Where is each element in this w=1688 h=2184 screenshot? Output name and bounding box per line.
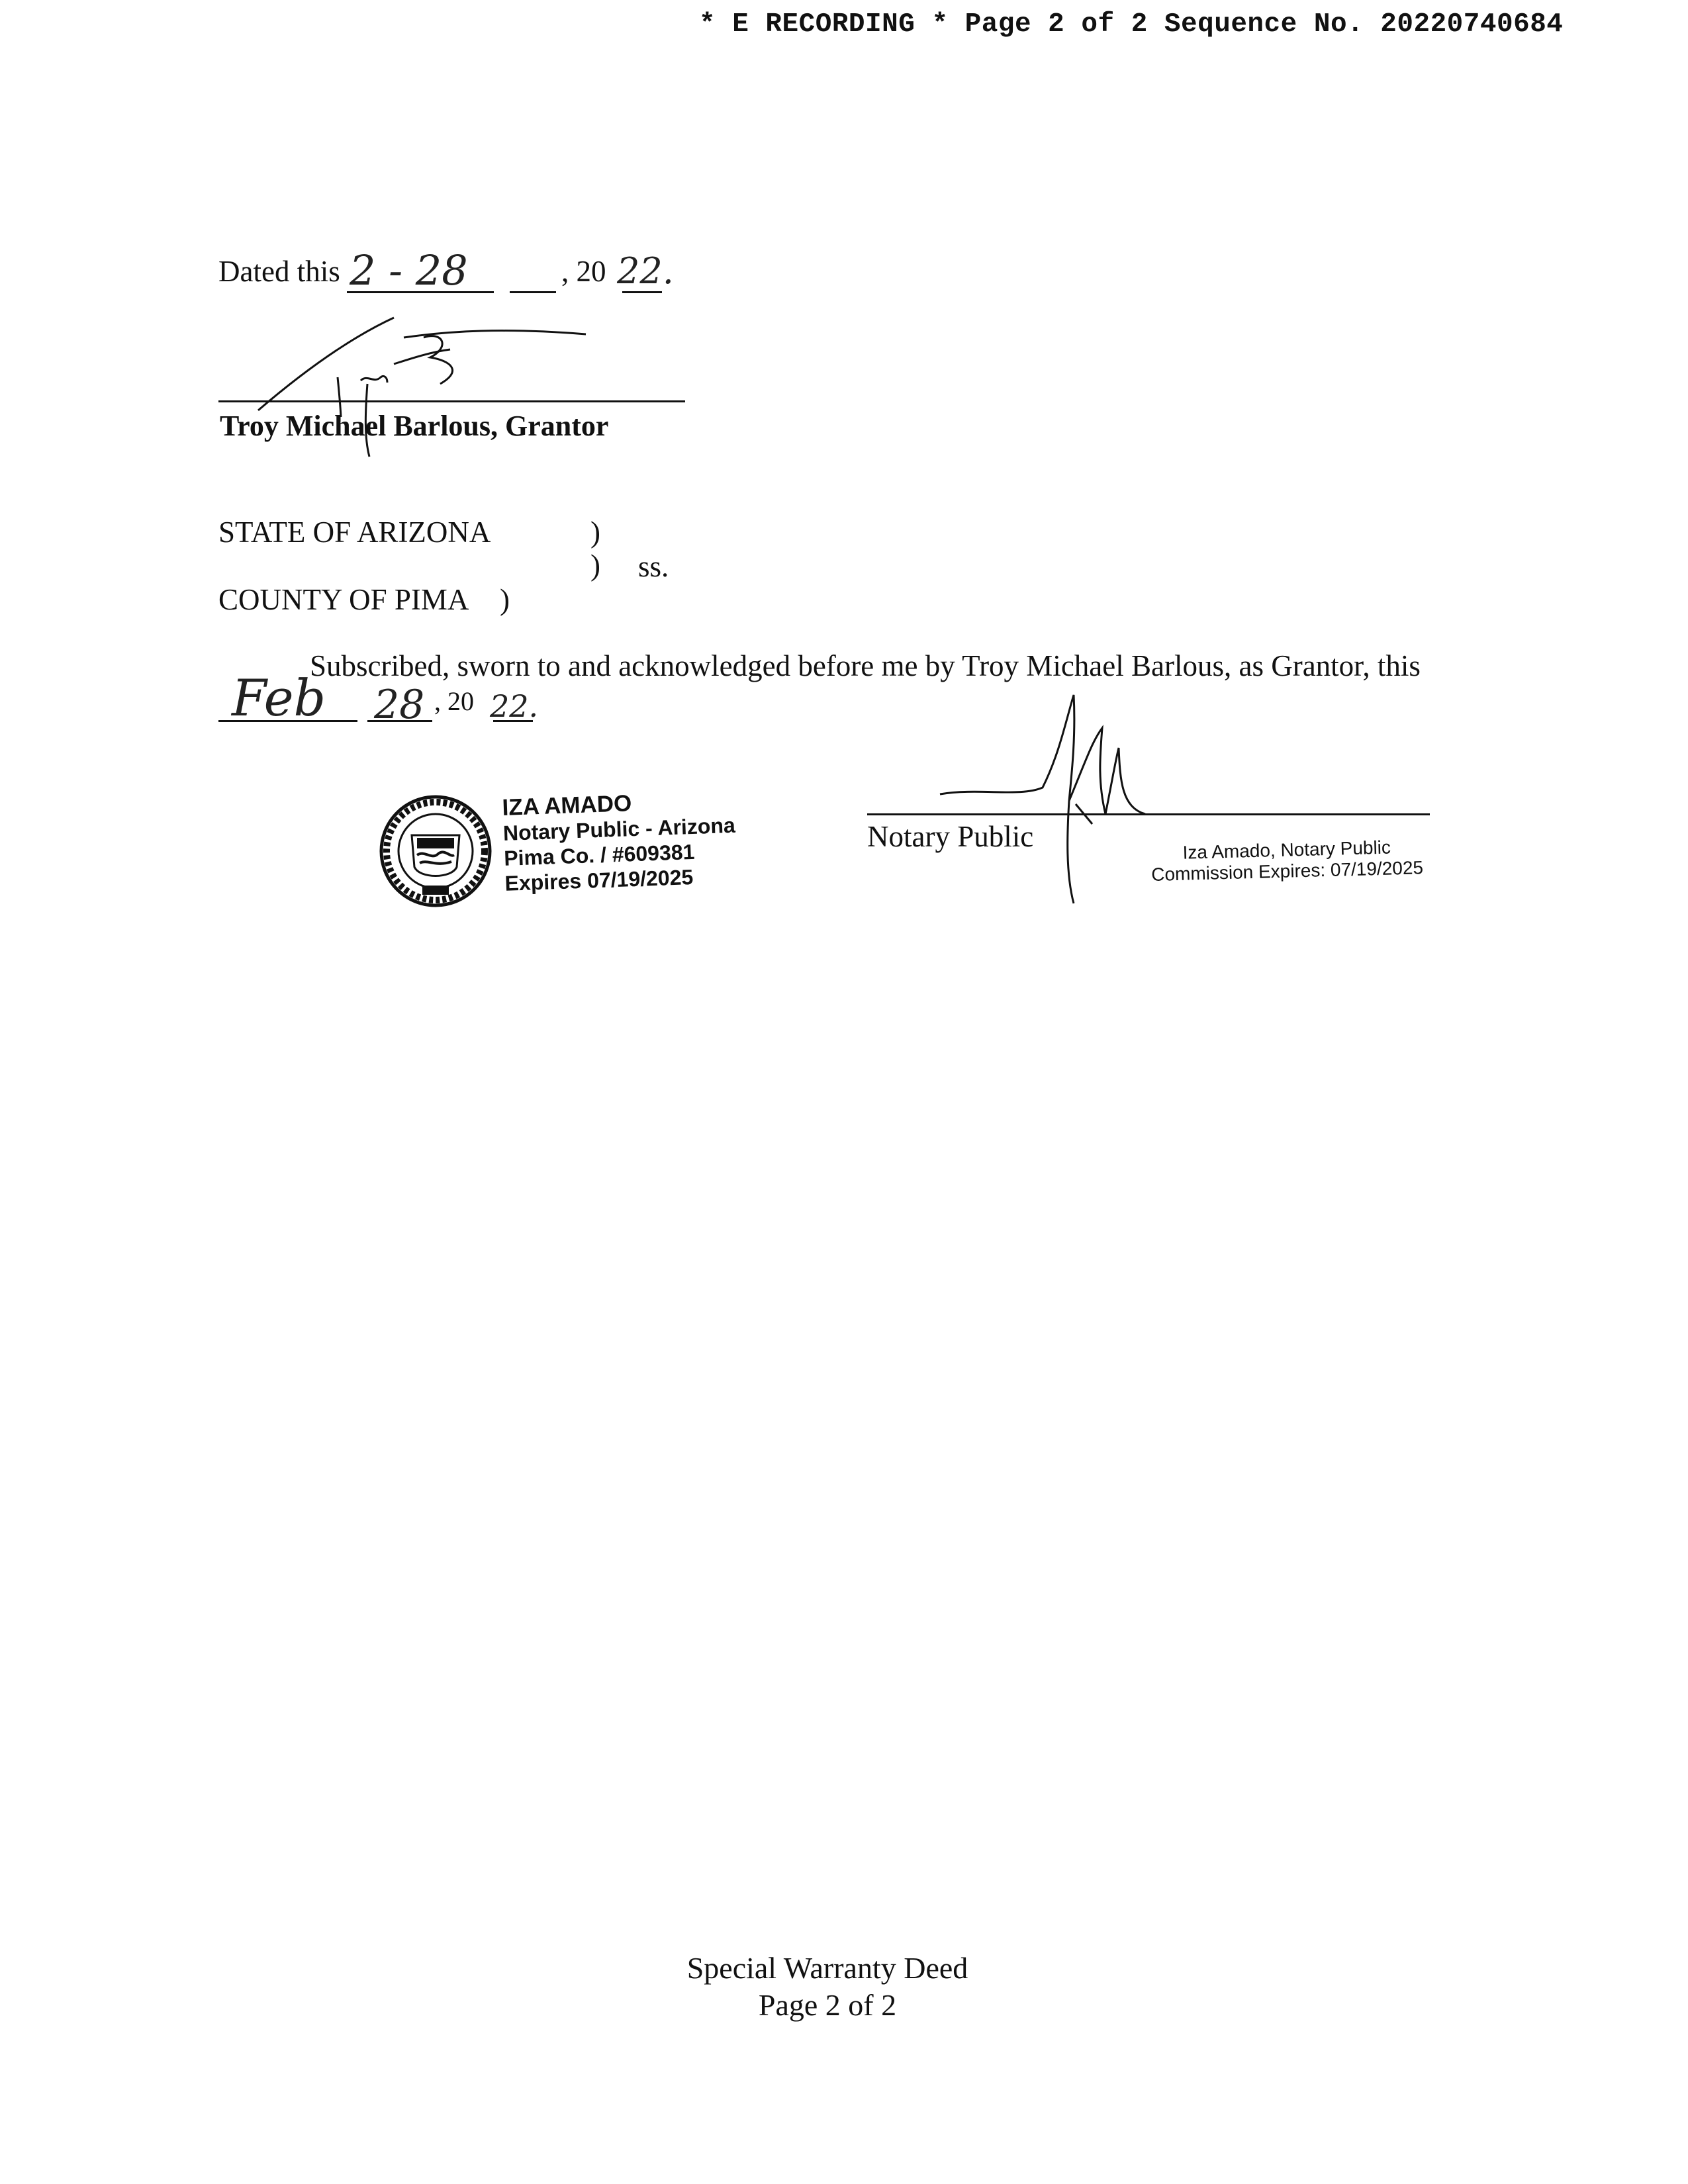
notary-printed-name: Iza Amado, Notary Public	[1182, 837, 1391, 863]
notary-public-label: Notary Public	[867, 820, 1034, 853]
venue-bracket: )	[590, 549, 600, 582]
handwritten-ack-year: 22.	[490, 688, 539, 724]
stamp-notary-name: IZA AMADO	[501, 790, 632, 821]
recording-header: * E RECORDING * Page 2 of 2 Sequence No. 20220740684	[699, 9, 1564, 40]
document-title: Special Warranty Deed	[686, 1951, 968, 1985]
grantor-name: Troy Michael Barlous, Grantor	[220, 410, 609, 442]
ack-year-prefix: , 20	[434, 686, 474, 716]
handwritten-month: Feb	[232, 668, 326, 727]
venue-bracket: )	[500, 583, 510, 616]
handwritten-year: 22.	[617, 250, 674, 292]
handwritten-day: 28	[374, 682, 425, 728]
county-venue: COUNTY OF PIMA	[218, 583, 469, 616]
dated-label: Dated this	[218, 255, 340, 288]
stamp-county-number: Pima Co. / #609381	[503, 839, 695, 870]
grantor-signature-line	[218, 400, 685, 402]
notary-stamp	[502, 788, 737, 896]
date-blank-line	[510, 291, 556, 293]
state-venue: STATE OF ARIZONA	[218, 516, 491, 549]
venue-bracket: )	[590, 516, 600, 549]
stamp-notary-title: Notary Public - Arizona	[502, 813, 736, 845]
notary-commission: Commission Expires: 07/19/2025	[1150, 857, 1424, 885]
ss-abbreviation: ss.	[638, 550, 669, 583]
date-year-prefix: , 20	[561, 255, 606, 288]
notary-signature-line	[867, 813, 1430, 815]
document-footer	[662, 1950, 993, 2024]
handwritten-date: 2 - 28	[350, 246, 468, 295]
stamp-expiration: Expires 07/19/2025	[504, 864, 694, 895]
notary-seal-icon	[379, 794, 492, 908]
notary-printed-stamp	[1150, 836, 1423, 886]
page-number: Page 2 of 2	[758, 1988, 897, 2022]
acknowledgment-text: Subscribed, sworn to and acknowledged before me by Troy Michael Barlous, as Grantor, this	[310, 649, 1421, 682]
